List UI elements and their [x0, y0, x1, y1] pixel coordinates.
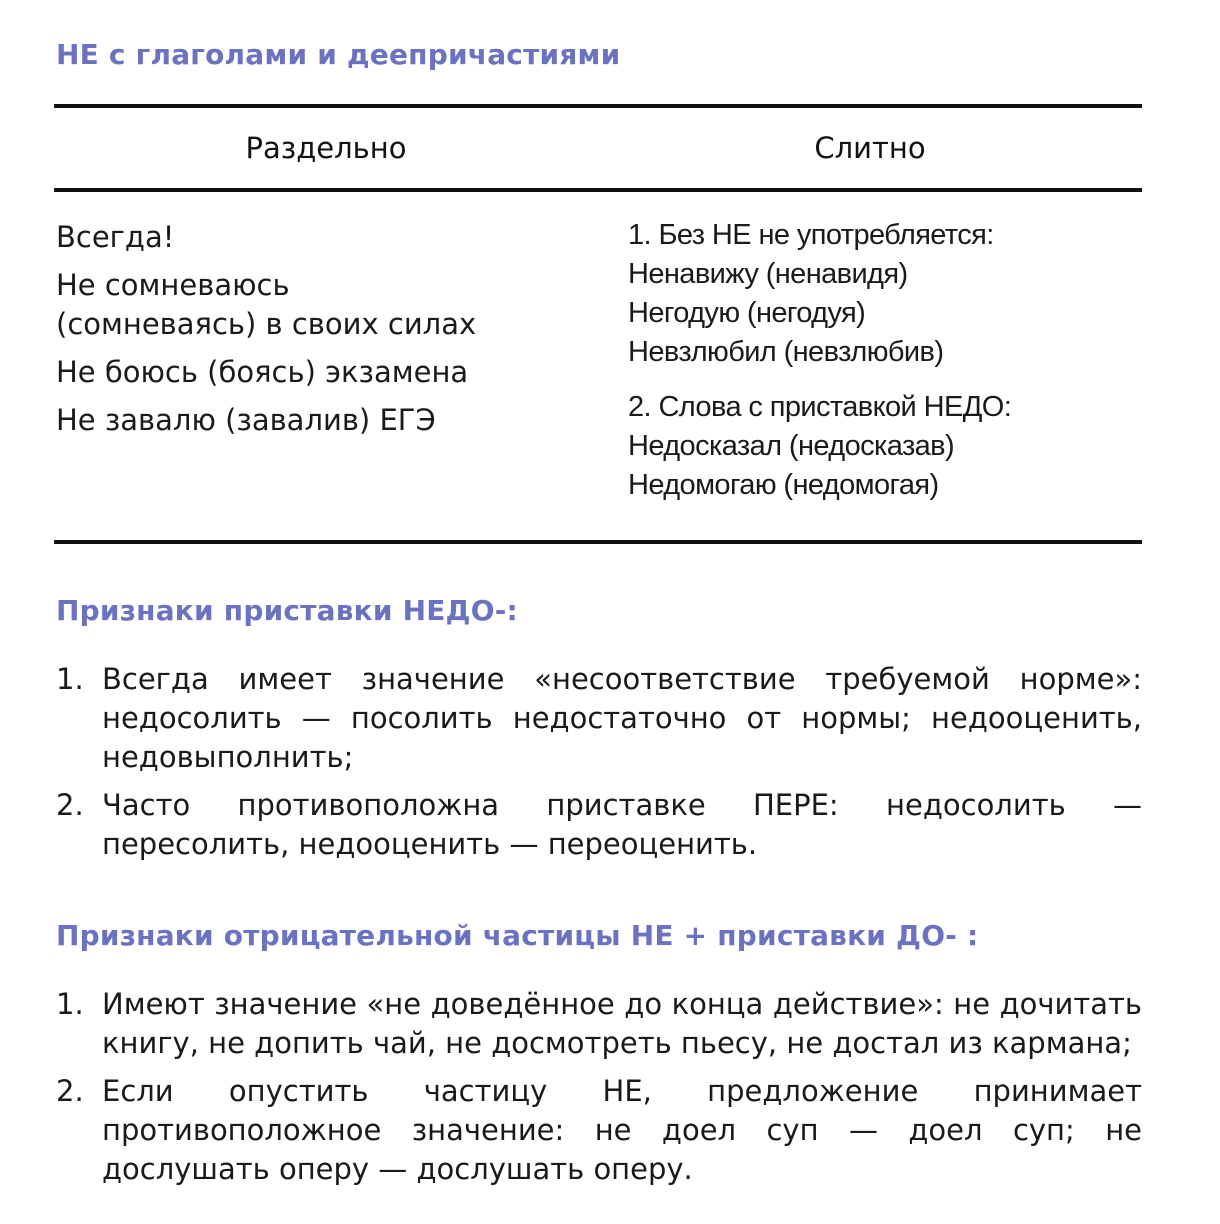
nedo-prefix-list — [56, 660, 1142, 873]
column-header-together: Слитно — [814, 131, 926, 165]
separate-example: Не сомневаюсь (сомневаясь) в своих силах — [56, 268, 477, 341]
column-header-separate: Раздельно — [245, 131, 407, 165]
separate-example: Всегда! — [56, 220, 175, 254]
spelling-table — [54, 104, 1142, 544]
together-example: Невзлюбил (невзлюбив) — [628, 336, 944, 368]
list-item — [56, 786, 1142, 864]
together-rule-2: 2. Слова с приставкой НЕДО: — [628, 391, 1012, 423]
table-rule-bottom — [54, 540, 1142, 544]
list-item-text: Имеют значение «не доведённое до конца действие»: не дочитать книгу, не допить чай, не досмотреть пьесу, не достал из кармана; — [102, 987, 1142, 1060]
table-body-row — [54, 192, 1142, 540]
ne-do-list — [56, 985, 1142, 1198]
list-number: 1. — [56, 987, 84, 1021]
section-heading-nedo-prefix: Признаки приставки НЕДО-: — [56, 594, 518, 627]
table-header-row — [54, 108, 1142, 188]
list-number: 2. — [56, 1074, 84, 1108]
list-number: 2. — [56, 788, 84, 822]
together-column — [628, 192, 1142, 540]
list-number: 1. — [56, 662, 84, 696]
together-example: Негодую (негодуя) — [628, 297, 866, 329]
separate-column — [54, 192, 628, 540]
list-item-text: Часто противоположна приставке ПЕРЕ: недосолить — пересолить, недооценить — переоценить. — [102, 788, 1142, 861]
together-rule-1: 1. Без НЕ не употребляется: — [628, 219, 994, 251]
together-example: Недомогаю (недомогая) — [628, 469, 939, 501]
group-spacer — [628, 372, 1142, 388]
list-item — [56, 985, 1142, 1063]
together-example: Недосказал (недосказав) — [628, 430, 955, 462]
list-item — [56, 660, 1142, 777]
separate-example: Не боюсь (боясь) экзамена — [56, 355, 469, 389]
list-item-text: Если опустить частицу НЕ, предложение принимает противоположное значение: не доел суп — доел суп; не дослушать оперу — дослушать оперу. — [102, 1074, 1142, 1186]
together-example: Ненавижу (ненавидя) — [628, 258, 908, 290]
section-heading-ne-plus-do: Признаки отрицательной частицы НЕ + приставки ДО- : — [56, 919, 979, 952]
section-heading-ne-verbs: НЕ с глаголами и деепричастиями — [56, 38, 621, 71]
list-item-text: Всегда имеет значение «несоответствие требуемой норме»: недосолить — посолить недостаточно от нормы; недооценить, недовыполнить; — [102, 662, 1142, 774]
list-item — [56, 1072, 1142, 1189]
separate-example: Не завалю (завалив) ЕГЭ — [56, 403, 436, 437]
